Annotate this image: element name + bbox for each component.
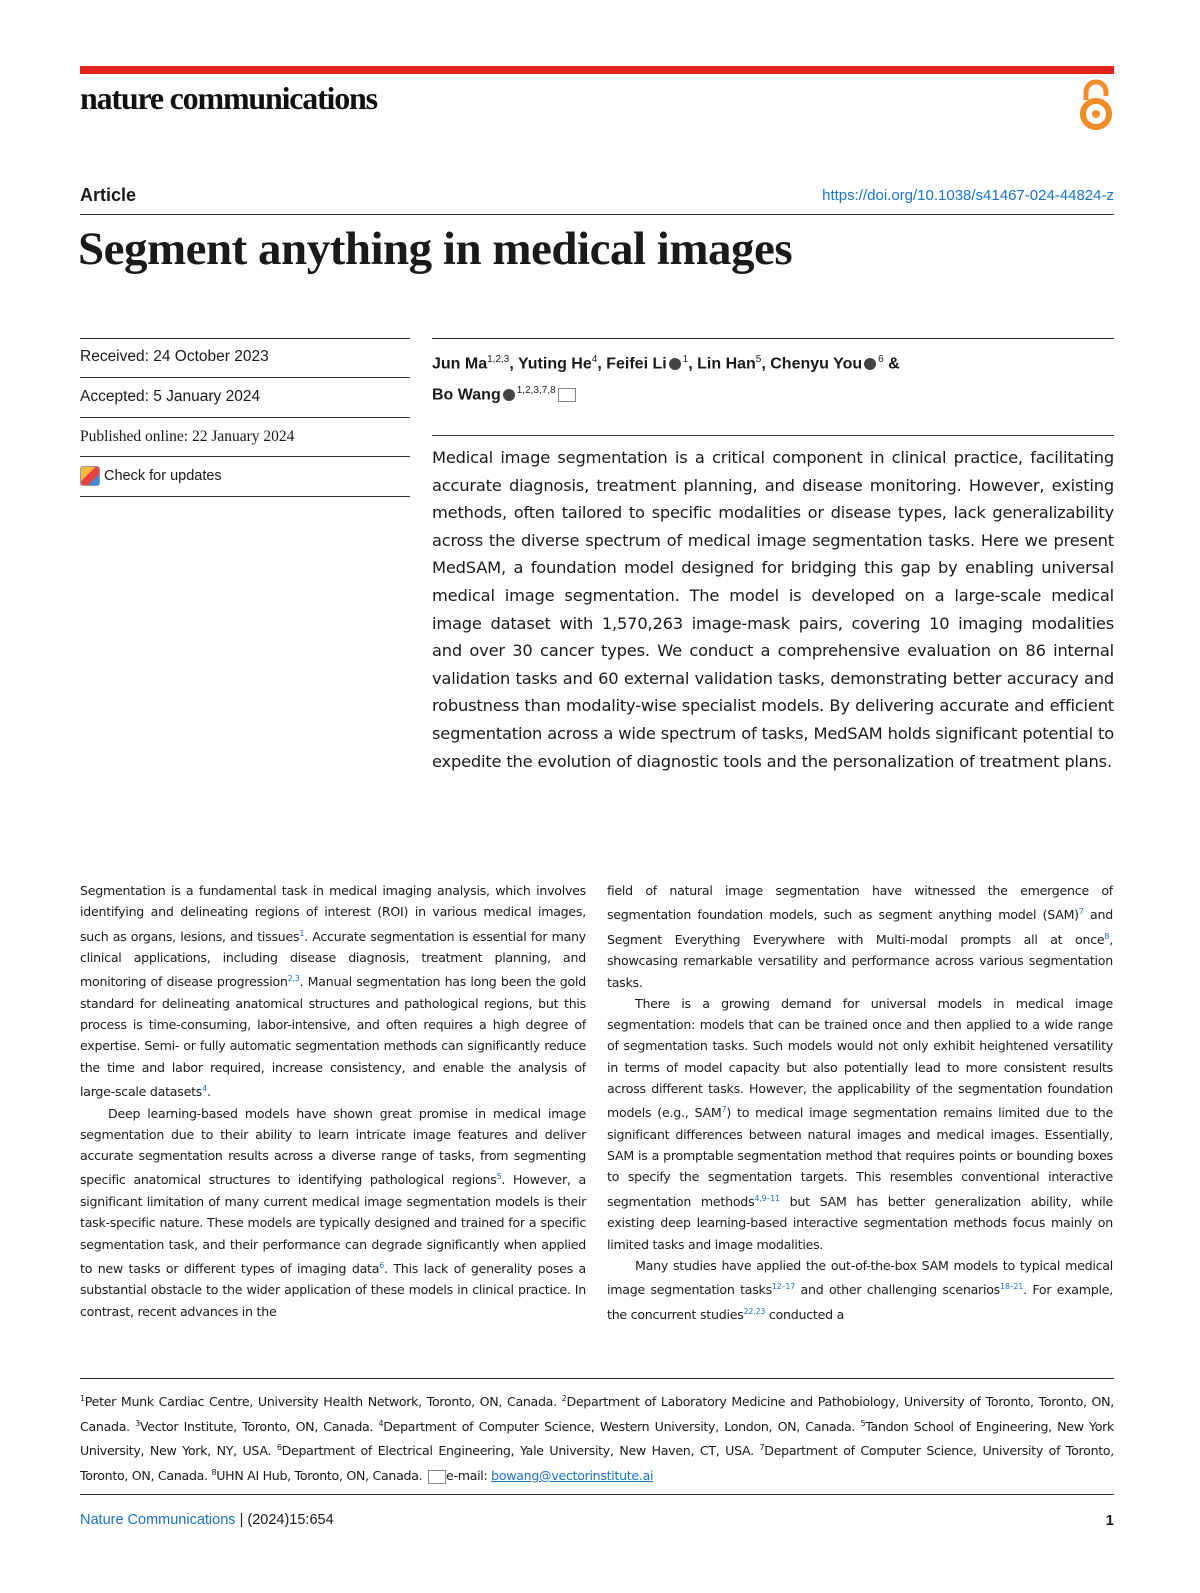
author-name[interactable]: Bo Wang xyxy=(432,386,501,404)
footer-citation xyxy=(80,1512,334,1528)
reference-link[interactable]: 7 xyxy=(721,1105,727,1115)
date-divider xyxy=(80,496,410,497)
author-name[interactable]: , Chenyu You xyxy=(761,355,863,373)
header-divider xyxy=(80,214,1114,215)
date-divider xyxy=(80,338,410,339)
body-paragraph: Many studies have applied the out-of-the-box SAM models to typical medical image segmentation tasks$^{12-17}$ and other challenging scenarios$^{18-21}$. For example, the concurrent studies$^{22,23}$ conducted a xyxy=(607,1257,1113,1322)
article-title: Segment anything in medical images xyxy=(78,223,793,275)
abstract-text: Medical image segmentation is a critical component in clinical practice, facilitating accurate diagnosis, treatment planning, and disease monitoring. However, existing methods, often tailored to specific modalities or disease types, lack generalizability across the diverse spectrum of medical image segmentation tasks. Here we present MedSAM, a foundation model designed for bridging this gap by enabling universal medical image segmentation. The model is developed on a large-scale medical image dataset with 1,570,263 image-mask pairs, covering 10 imaging modalities and over 30 cancer types. We conduct a comprehensive evaluation on 86 internal validation tasks and 60 external validation tasks, demonstrating better accuracy and robustness than modality-wise specialist models. By delivering accurate and efficient segmentation across a wide spectrum of tasks, MedSAM holds significant potential to expedite the evolution of diagnostic tools and the personalization of treatment plans. xyxy=(432,448,1114,771)
abstract-divider xyxy=(432,435,1114,436)
article-type-label: Article xyxy=(80,185,137,205)
reference-link[interactable]: 4 xyxy=(202,1084,207,1094)
affiliations-divider xyxy=(80,1378,1114,1379)
open-access-icon xyxy=(1078,78,1114,130)
received-date: Received: 24 October 2023 xyxy=(80,348,269,365)
affiliation-ref: 6 xyxy=(878,354,884,365)
footer-divider xyxy=(80,1494,1114,1495)
body-paragraph: Segmentation is a fundamental task in medical imaging analysis, which involves identifying and delineating regions of interest (ROI) in various medical images, such as organs, lesions, and tissues$^1$. Accurate segmentation is essential for many clinical applications, including disease diagnosis, treatment planning, and monitoring of disease progression$^{2,3}$. Manual segmentation has long been the gold standard for delineating anatomical structures and pathological regions, but this process is time-consuming, labor-intensive, and often requires a high degree of expertise. Semi- or fully automatic segmentation methods can significantly reduce the time and labor required, increase consistency, and enable the analysis of large-scale datasets$^4$. xyxy=(80,883,586,1100)
authors-divider xyxy=(432,338,1114,339)
reference-link[interactable]: 18–21 xyxy=(999,1282,1024,1292)
reference-link[interactable]: 7 xyxy=(1078,907,1084,917)
orcid-icon[interactable] xyxy=(669,358,681,370)
check-updates-label: Check for updates xyxy=(104,468,222,484)
mail-icon[interactable] xyxy=(558,388,576,402)
footer-volume: | (2024)15:654 xyxy=(235,1512,334,1528)
author-name[interactable]: , Yuting He xyxy=(509,355,592,373)
accepted-date: Accepted: 5 January 2024 xyxy=(80,388,261,405)
author-name[interactable]: , Lin Han xyxy=(688,355,756,373)
affiliation-ref: 5 xyxy=(755,354,762,365)
affiliation-ref: 4 xyxy=(591,354,598,365)
email-link[interactable]: bowang@vectorinstitute.ai xyxy=(491,1468,654,1484)
reference-link[interactable]: 6 xyxy=(379,1260,385,1270)
date-divider xyxy=(80,456,410,457)
body-column-left xyxy=(80,880,586,1322)
reference-link[interactable]: 12–17 xyxy=(771,1282,796,1292)
date-divider xyxy=(80,417,410,418)
doi-link[interactable]: https://doi.org/10.1038/s41467-024-44824-z xyxy=(822,187,1114,204)
body-column-right xyxy=(607,880,1113,1325)
reference-link[interactable]: 5 xyxy=(496,1172,502,1182)
reference-link[interactable]: 1 xyxy=(299,928,305,938)
journal-logo[interactable]: nature communications xyxy=(80,80,377,116)
orcid-icon[interactable] xyxy=(503,389,515,401)
check-updates-button[interactable] xyxy=(80,466,222,486)
affiliation-ref: 1,2,3 xyxy=(487,354,510,365)
affiliations: $^1$Peter Munk Cardiac Centre, University Health Network, Toronto, ON, Canada. $^2$Department of Laboratory Medicine and Pathobiology, University of Toronto, Toronto, ON, Canada. $^3$Vector Institute, Toronto, ON, Canada. $^4$Department of Computer Science, Western University, London, ON, Canada. $^5$Tandon School of Engineering, New York University, New York, NY, USA. $^6$Department of Electrical Engineering, Yale University, New Haven, CT, USA. $^7$Department of Computer Science, University of Toronto, Toronto, ON, Canada. $^8$UHN AI Hub, Toronto, ON, Canada. e-mail: bowang@vectorinstitute.ai xyxy=(80,1394,1115,1484)
reference-link[interactable]: 8 xyxy=(1104,931,1110,941)
body-paragraph: There is a growing demand for universal models in medical image segmentation: models that can be trained once and then applied to a wide range of segmentation tasks. Such models would not only exhibit heightened versatility in terms of model capacity but also potentially lead to more consistent results across different tasks. However, the applicability of the segmentation foundation models (e.g., SAM$^7$) to medical image segmentation remains limited due to the significant differences between natural images and medical images. Essentially, SAM is a promptable segmentation method that requires points or bounding boxes to specify the segmentation targets. This resembles conventional interactive segmentation methods$^{4,9-11}$ but SAM has better generalization ability, while existing deep learning-based interactive segmentation methods focus mainly on limited tasks and image modalities. xyxy=(607,995,1114,1252)
affiliation-ref: 1,2,3,7,8 xyxy=(516,385,556,397)
page-number: 1 xyxy=(1105,1512,1114,1529)
date-divider xyxy=(80,377,410,378)
author-name[interactable]: Jun Ma xyxy=(432,355,488,373)
author-separator: & xyxy=(883,355,900,373)
email-label: e-mail: xyxy=(446,1468,492,1484)
author-name[interactable]: , Feifei Li xyxy=(597,355,667,373)
reference-link[interactable]: 22,23 xyxy=(743,1306,766,1316)
reference-link[interactable]: 4,9–11 xyxy=(754,1193,780,1203)
header-red-bar xyxy=(80,66,1114,74)
footer-journal-link[interactable]: Nature Communications xyxy=(80,1512,236,1528)
reference-link[interactable]: 2,3 xyxy=(287,974,300,984)
mail-icon xyxy=(428,1470,446,1484)
body-paragraph: Deep learning-based models have shown great promise in medical image segmentation due to their ability to learn intricate image features and deliver accurate segmentation results across a diverse range of tasks, from segmenting specific anatomical structures to identifying pathological regions$^5$. However, a significant limitation of many current medical image segmentation models is their task-specific nature. These models are typically designed and trained for a specific segmentation task, and their performance can degrade significantly when applied to new tasks or different types of imaging data$^6$. This lack of generality poses a substantial obstacle to the wider application of these models in clinical practice. In contrast, recent advances in the xyxy=(80,1105,586,1319)
published-date: Published online: 22 January 2024 xyxy=(80,428,295,445)
author-list xyxy=(432,346,1114,409)
orcid-icon[interactable] xyxy=(864,358,876,370)
affiliation-ref: 1 xyxy=(682,354,689,365)
check-updates-icon xyxy=(80,466,100,486)
body-paragraph: field of natural image segmentation have witnessed the emergence of segmentation foundation models, such as segment anything model (SAM)$^7$ and Segment Everything Everywhere with Multi-modal prompts all at once$^8$, showcasing remarkable versatility and performance across various segmentation tasks. xyxy=(607,883,1113,990)
